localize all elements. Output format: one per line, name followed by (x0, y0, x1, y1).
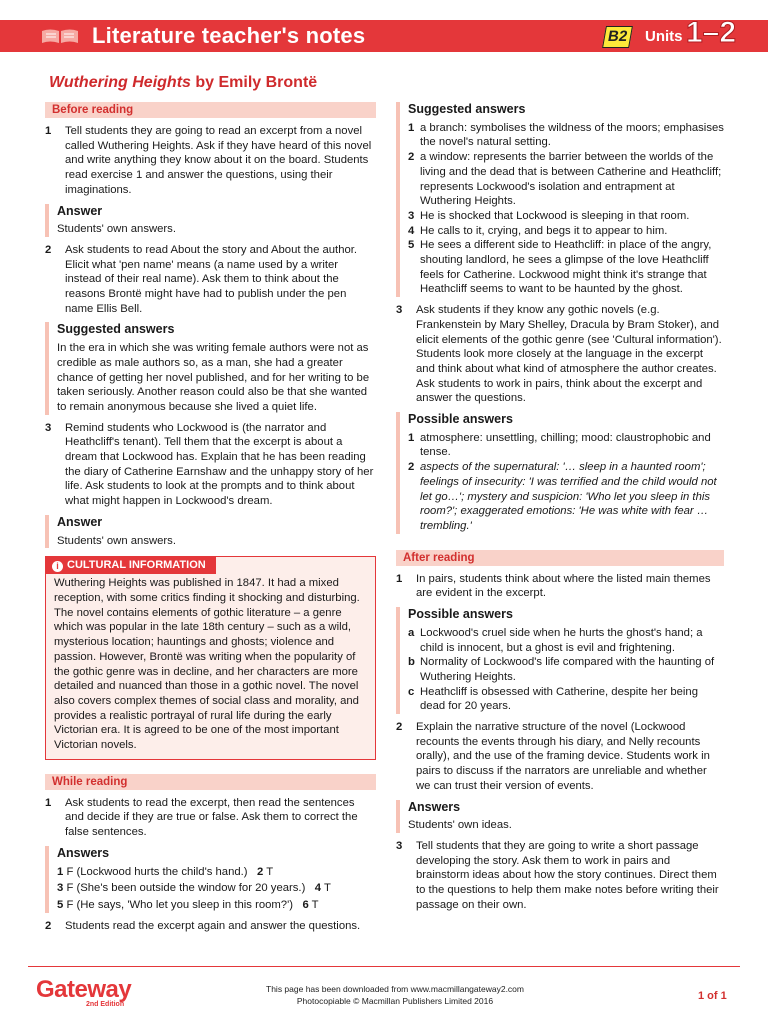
section-before-reading: Before reading (45, 102, 376, 118)
footer-divider (28, 966, 740, 967)
answer-heading: Answer (57, 514, 103, 529)
item-number: 1 (45, 125, 52, 137)
instruction-item (45, 421, 376, 509)
answer-text: He sees a different side to Heathcliff: in place of the angry, shouting landlord, he sees a glimpse of the love Heathcliff feels for Catherine. Lockwood might think it's strange that Heathcliff seems to want to be haunted by the ghost. (420, 239, 712, 296)
answer-row: 5 F (He says, 'Who let you sleep in this room?') 6 T (57, 898, 319, 911)
info-icon: i (52, 561, 63, 572)
item-text: Tell students that they are going to write a short passage developing the story. Ask them to work in pairs and brainstorm ideas about how the story continues. Direct them to the questions to help them make notes before writing their passage on their own. (416, 839, 719, 911)
answer-value: F (He says, 'Who let you sleep in this room?') (66, 898, 294, 911)
section-after-reading: After reading (396, 550, 724, 566)
book-icon (40, 28, 80, 44)
answer-item: 2 aspects of the supernatural: '… sleep in a haunted room'; feelings of insecurity: 'I was terrified and the child would not let go…'; mystery and suspicion: 'Who let you sleep in this room?'; exaggerated emotions: 'He was white with fear … trembling.' (408, 461, 717, 532)
units-range: 1–2 (686, 16, 737, 49)
answer-value: F (Lockwood hurts the child's hand.) (66, 865, 248, 878)
answer-text: Heathcliff is obsessed with Catherine, despite her being dead for 20 years. (420, 685, 698, 713)
answer-value: T (323, 882, 331, 895)
answer-item: 4 He calls to it, crying, and begs it to appear to him. (408, 224, 668, 237)
copyright: Photocopiable © Macmillan Publishers Limited 2016 (296, 996, 494, 1006)
units-label: Units (645, 28, 683, 45)
suggested-heading: Suggested answers (57, 322, 175, 337)
answer-row: 1 F (Lockwood hurts the child's hand.) 2 T (57, 865, 274, 878)
header-banner (0, 16, 768, 52)
item-text: Ask students to read the excerpt, then read the sentences and decide if they are true or false. Ask them to correct the false sentences. (65, 796, 358, 839)
item-number: 1 (45, 796, 52, 809)
cultural-information-box (45, 556, 376, 759)
cultural-heading-text: CULTURAL INFORMATION (67, 559, 206, 572)
suggested-answers-box (45, 322, 376, 414)
answer-item: 5 He sees a different side to Heathcliff: in place of the angry, shouting landlord, he sees a glimpse of the love Heathcliff feels for Catherine. Lockwood might think it's strange that Heathcliff seems to want to be haunted by the ghost. (408, 239, 712, 296)
answer-row: 3 F (She's been outside the window for 20 years.) 4 T (57, 882, 331, 895)
instruction-item (45, 919, 376, 934)
answers-heading: Answers (408, 799, 461, 814)
instruction-item (396, 572, 724, 601)
instruction-item (45, 124, 376, 198)
instruction-item (396, 720, 724, 794)
item-number: 2 (396, 721, 403, 734)
cultural-text: Wuthering Heights was published in 1847. It had a mixed reception, with some critics finding it shocking and disturbing. The novel contains elements of gothic literature – a genre which was popular in the late 18th century – such as a wild, mysterious location; hauntings and ghosts; violence and passion. However, Brontë was writing when the popularity of the gothic genre was in decline, and her characters are more detailed and nuanced than those in a gothic novel. The novel also covers complex themes of social class and morality, and provides a realistic portrayal of rural life during the early Victorian era. It is agreed to be one of the most important Victorian novels. (54, 577, 360, 752)
answer-heading: Answer (57, 203, 103, 218)
right-column (396, 102, 724, 918)
level-badge: B2 (602, 26, 633, 48)
instruction-item (396, 839, 724, 913)
answer-text: He calls to it, crying, and begs it to appear to him. (420, 224, 668, 237)
page-title (49, 74, 317, 92)
item-number: 3 (396, 304, 403, 317)
instruction-item (45, 796, 376, 840)
item-text: Ask students if they know any gothic novels (e.g. Frankenstein by Mary Shelley, Dracula by Bram Stoker), and elicit elements of the gothic genre (see 'Cultural information'). Students look more closely at the language in the excerpt and think about what kind of atmosphere the author creates. Ask students to work in pairs, think about the excerpt and answer the questions. (416, 304, 722, 405)
answer-value: T (266, 865, 274, 878)
item-number: 2 (45, 919, 52, 932)
answers-box (45, 846, 376, 913)
item-number: 2 (45, 243, 52, 256)
answer-text: Students' own answers. (57, 534, 176, 547)
answer-item: 1 a branch: symbolises the wildness of the moors; emphasises the novel's natural setting. (408, 121, 724, 149)
possible-heading: Possible answers (408, 412, 513, 427)
possible-answers-box (396, 412, 724, 534)
cultural-heading (46, 557, 216, 574)
item-number: 3 (396, 839, 403, 852)
answer-text: Lockwood's cruel side when he hurts the ghost's hand; a child is innocent, but a ghost is evil and frightening. (420, 626, 703, 654)
answer-item: 2 a window: represents the barrier between the worlds of the living and the dead that is between Catherine and Heathcliff; represents Lockwood's isolation and entrapment at Wuthering Heights. (408, 151, 722, 208)
answer-text: Normality of Lockwood's life compared with the haunting of Wuthering Heights. (420, 656, 715, 683)
answer-text: aspects of the supernatural: '… sleep in a haunted room'; feelings of insecurity: 'I was terrified and the child would not let go…'; mystery and suspicion: 'Who let you sleep in this room?'; exaggerated emotions: 'He was white with fear … trembling.' (420, 461, 717, 532)
item-text: Ask students to read About the story and About the author. Elicit what 'pen name' means (a name used by a writer instead of their real name). Ask them to think about the reasons Brontë might have had to publish under the pen name Ellis Bell. (65, 243, 358, 315)
answer-item: 3 He is shocked that Lockwood is sleeping in that room. (408, 209, 690, 222)
instruction-item (396, 303, 724, 406)
answer-box (45, 515, 376, 548)
suggested-heading: Suggested answers (408, 102, 526, 116)
title-author: by Emily Brontë (190, 74, 318, 91)
item-text: Tell students they are going to read an excerpt from a novel called Wuthering Heights. Ask if they have heard of this novel and write anything they know about it on the board. Students read exercise 1 and answer the questions, using their imaginations. (65, 125, 372, 196)
download-source: This page has been downloaded from www.macmillangateway2.com (266, 984, 524, 994)
answer-item: b Normality of Lockwood's life compared with the haunting of Wuthering Heights. (408, 656, 715, 683)
possible-answers-box (396, 607, 724, 714)
footer-text (230, 983, 560, 1007)
answer-text: a window: represents the barrier between the worlds of the living and the dead that is between Catherine and Heathcliff; represents Lockwood's isolation and entrapment at Wuthering Heights. (420, 151, 722, 208)
instruction-item (45, 243, 376, 317)
answer-text: atmosphere: unsettling, chilling; mood: claustrophobic and tense. (420, 431, 711, 459)
edition-label: 2nd Edition (86, 1001, 125, 1008)
possible-heading: Possible answers (408, 607, 513, 622)
header-title: Literature teacher's notes (92, 23, 366, 48)
answers-heading: Answers (57, 845, 110, 860)
section-while-reading: While reading (45, 774, 376, 790)
title-work: Wuthering Heights (49, 74, 191, 91)
answer-item: 1 atmosphere: unsettling, chilling; mood: claustrophobic and tense. (408, 431, 711, 459)
item-number: 1 (396, 572, 403, 585)
item-text: Remind students who Lockwood is (the narrator and Heathcliff's tenant). Tell them that the excerpt is about a dream that Lockwood has. Explain that he has been reading the diary of Catherine Earnshaw and the unhappy story of her life. Ask students to look at the prompts and to think about what might happen in Lockwood's dream. (65, 421, 374, 508)
suggested-text: In the era in which she was writing female authors were not as credible as male authors so, as a man, she had a greater chance of getting her novel published, and for her writing to be taken seriously. Another reason could also be that she wanted to remain anonymous because she lived a quiet life. (57, 342, 370, 413)
item-text: Students read the excerpt again and answer the questions. (65, 919, 361, 932)
answer-item: a Lockwood's cruel side when he hurts the ghost's hand; a child is innocent, but a ghost is evil and frightening. (408, 626, 703, 654)
item-text: Explain the narrative structure of the novel (Lockwood recounts the events through his diary, and Nelly recounts orally), and the use of the framing device. Students work in pairs to discuss if the narrators are unreliable and whether we can trust their version of events. (416, 721, 710, 792)
answers-box (396, 800, 724, 833)
answer-value: T (311, 898, 319, 911)
left-column (45, 102, 376, 939)
answer-text: a branch: symbolises the wildness of the moors; emphasises the novel's natural setting. (420, 121, 724, 149)
suggested-answers-box (396, 102, 724, 297)
answers-text: Students' own ideas. (408, 819, 512, 832)
page-number: 1 of 1 (698, 990, 727, 1002)
gateway-logo: Gateway (36, 976, 132, 1003)
item-text: In pairs, students think about where the listed main themes are evident in the excerpt. (416, 572, 711, 600)
answer-value: F (She's been outside the window for 20 years.) (66, 882, 306, 895)
answer-box (45, 204, 376, 237)
answer-text: Students' own answers. (57, 223, 176, 236)
answer-item: c Heathcliff is obsessed with Catherine, despite her being dead for 20 years. (408, 685, 698, 713)
answer-text: He is shocked that Lockwood is sleeping in that room. (420, 209, 690, 222)
item-number: 3 (45, 421, 52, 434)
